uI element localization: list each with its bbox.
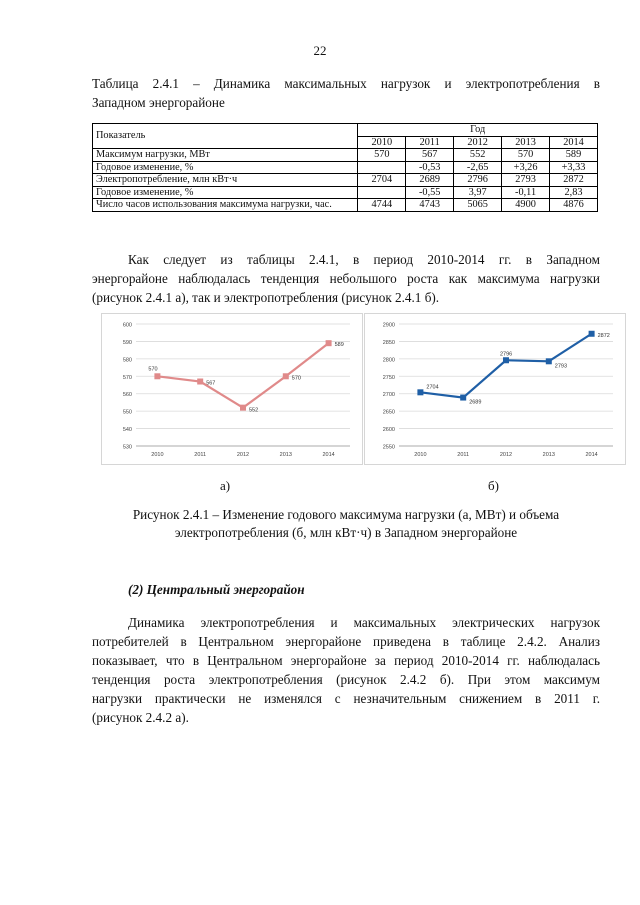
table-cell: 3,97	[454, 186, 502, 199]
row-label: Годовое изменение, %	[93, 161, 358, 174]
x-tick-label: 2010	[151, 452, 164, 458]
y-tick-label: 2850	[382, 339, 395, 346]
figure-caption-line: электропотребления (б, млн кВт·ч) в Западном энергорайоне	[174, 525, 518, 540]
data-point	[503, 357, 509, 363]
y-tick-label: 2650	[382, 409, 395, 416]
x-tick-label: 2013	[542, 452, 555, 458]
y-tick-label: 550	[122, 409, 132, 416]
figure-caption	[92, 506, 600, 542]
paragraph-line: показывает, что в Центральном энергорайоне за период 2010-2014 гг. наблюдалась	[92, 653, 600, 668]
paragraph-line: энергорайоне наблюдалась тенденция небольшого роста как максимума нагрузки	[92, 271, 600, 286]
table-cell: 2793	[502, 174, 550, 187]
chart-b-label: б)	[488, 478, 499, 493]
y-tick-label: 2900	[382, 322, 395, 329]
table-cell: 552	[454, 149, 502, 162]
paragraph-line: тенденция роста электропотребления (рисунок 2.4.2 б). При этом максимум	[92, 672, 600, 687]
data-point	[326, 340, 332, 346]
paragraph-line: Как следует из таблицы 2.4.1, в период 2010-2014 гг. в Западном	[128, 252, 600, 267]
data-point	[460, 395, 466, 401]
year-cell: 2012	[454, 136, 502, 149]
chart-a-plot	[102, 314, 362, 464]
x-tick-label: 2012	[236, 452, 250, 458]
x-tick-label: 2014	[322, 452, 335, 458]
table-cell	[358, 186, 406, 199]
y-tick-label: 2550	[382, 444, 395, 451]
data-label: 2793	[554, 363, 568, 370]
table-cell: 2872	[550, 174, 598, 187]
page-number: 22	[313, 43, 327, 58]
table-caption	[92, 74, 600, 112]
paragraph-line: (рисунок 2.4.1 а), так и электропотребления (рисунок 2.4.1 б).	[92, 290, 440, 305]
table-cell: -0,53	[406, 161, 454, 174]
y-tick-label: 2800	[382, 357, 395, 364]
row-label: Годовое изменение, %	[93, 186, 358, 199]
y-tick-label: 540	[122, 427, 132, 434]
paragraph-line: потребителей в Центральном энергорайоне приведена в таблице 2.4.2. Анализ	[92, 634, 600, 649]
table-row	[93, 174, 598, 187]
table-cell: 2704	[358, 174, 406, 187]
table-cell: +3,33	[550, 161, 598, 174]
y-tick-label: 2600	[382, 427, 395, 434]
series-line	[157, 343, 328, 407]
table-row	[93, 161, 598, 174]
data-point	[283, 373, 289, 379]
chart-a-label: а)	[220, 478, 231, 493]
data-label: 2689	[469, 399, 482, 406]
x-tick-label: 2014	[585, 452, 598, 458]
y-tick-label: 530	[122, 444, 132, 451]
table-cell: 4744	[358, 199, 406, 212]
table-cell: -0,55	[406, 186, 454, 199]
data-label: 2796	[500, 351, 513, 358]
y-tick-label: 590	[122, 339, 132, 346]
x-tick-label: 2010	[414, 452, 427, 458]
x-tick-label: 2013	[279, 452, 292, 458]
chart-a	[101, 313, 363, 465]
data-point	[197, 379, 203, 385]
table-row	[93, 186, 598, 199]
y-tick-label: 2750	[382, 374, 395, 381]
data-point	[154, 373, 160, 379]
data-point	[589, 331, 595, 337]
data-point	[417, 389, 423, 395]
y-tick-label: 560	[122, 392, 132, 399]
data-label: 570	[148, 366, 158, 373]
row-label: Максимум нагрузки, МВт	[93, 149, 358, 162]
year-cell: 2010	[358, 136, 406, 149]
x-tick-label: 2011	[194, 452, 207, 458]
table-cell: 567	[406, 149, 454, 162]
data-point	[240, 405, 246, 411]
y-tick-label: 600	[122, 322, 132, 329]
data-label: 2872	[597, 332, 610, 339]
table-cell	[358, 161, 406, 174]
table-caption-line: Таблица 2.4.1 – Динамика максимальных нагрузок и электропотребления в	[92, 76, 600, 91]
table-cell: 4900	[502, 199, 550, 212]
table-cell: -2,65	[454, 161, 502, 174]
paragraph-1	[92, 250, 600, 307]
table-cell: 570	[358, 149, 406, 162]
paragraph-line: Динамика электропотребления и максимальных электрических нагрузок	[128, 615, 600, 630]
table-cell: 2,83	[550, 186, 598, 199]
paragraph-line: нагрузки практически не изменялся с незначительным снижением в 2011 г.	[92, 691, 600, 706]
indicator-header: Показатель	[93, 124, 358, 149]
data-label: 552	[249, 407, 259, 414]
data-point	[546, 358, 552, 364]
year-cell: 2014	[550, 136, 598, 149]
section-heading: (2) Центральный энергорайон	[128, 582, 305, 597]
table-row	[93, 149, 598, 162]
table-cell: 5065	[454, 199, 502, 212]
table-cell: -0,11	[502, 186, 550, 199]
y-tick-label: 570	[122, 374, 132, 381]
table-caption-line: Западном энергорайоне	[92, 95, 225, 110]
figure-caption-line: Рисунок 2.4.1 – Изменение годового максимума нагрузки (а, МВт) и объема	[132, 507, 560, 522]
year-cell: 2011	[406, 136, 454, 149]
table-cell: 4876	[550, 199, 598, 212]
table-cell: 4743	[406, 199, 454, 212]
x-tick-label: 2011	[457, 452, 470, 458]
paragraph-2	[92, 613, 600, 727]
year-cell: 2013	[502, 136, 550, 149]
y-tick-label: 2700	[382, 392, 395, 399]
row-label: Электропотребление, млн кВт·ч	[93, 174, 358, 187]
table-cell: +3,26	[502, 161, 550, 174]
year-header: Год	[358, 124, 598, 137]
y-tick-label: 580	[122, 357, 132, 364]
data-label: 567	[206, 380, 216, 387]
chart-b	[364, 313, 626, 465]
table-cell: 589	[550, 149, 598, 162]
x-tick-label: 2012	[499, 452, 513, 458]
paragraph-line: (рисунок 2.4.2 а).	[92, 710, 189, 725]
data-label: 589	[334, 342, 344, 349]
data-label: 2704	[426, 384, 439, 391]
row-label: Число часов использования максимума нагрузки, час.	[93, 199, 358, 212]
table-cell: 2689	[406, 174, 454, 187]
table-cell: 570	[502, 149, 550, 162]
data-label: 570	[291, 375, 301, 382]
table-cell: 2796	[454, 174, 502, 187]
table-row	[93, 199, 598, 212]
data-table	[92, 123, 598, 212]
chart-b-plot	[365, 314, 625, 464]
